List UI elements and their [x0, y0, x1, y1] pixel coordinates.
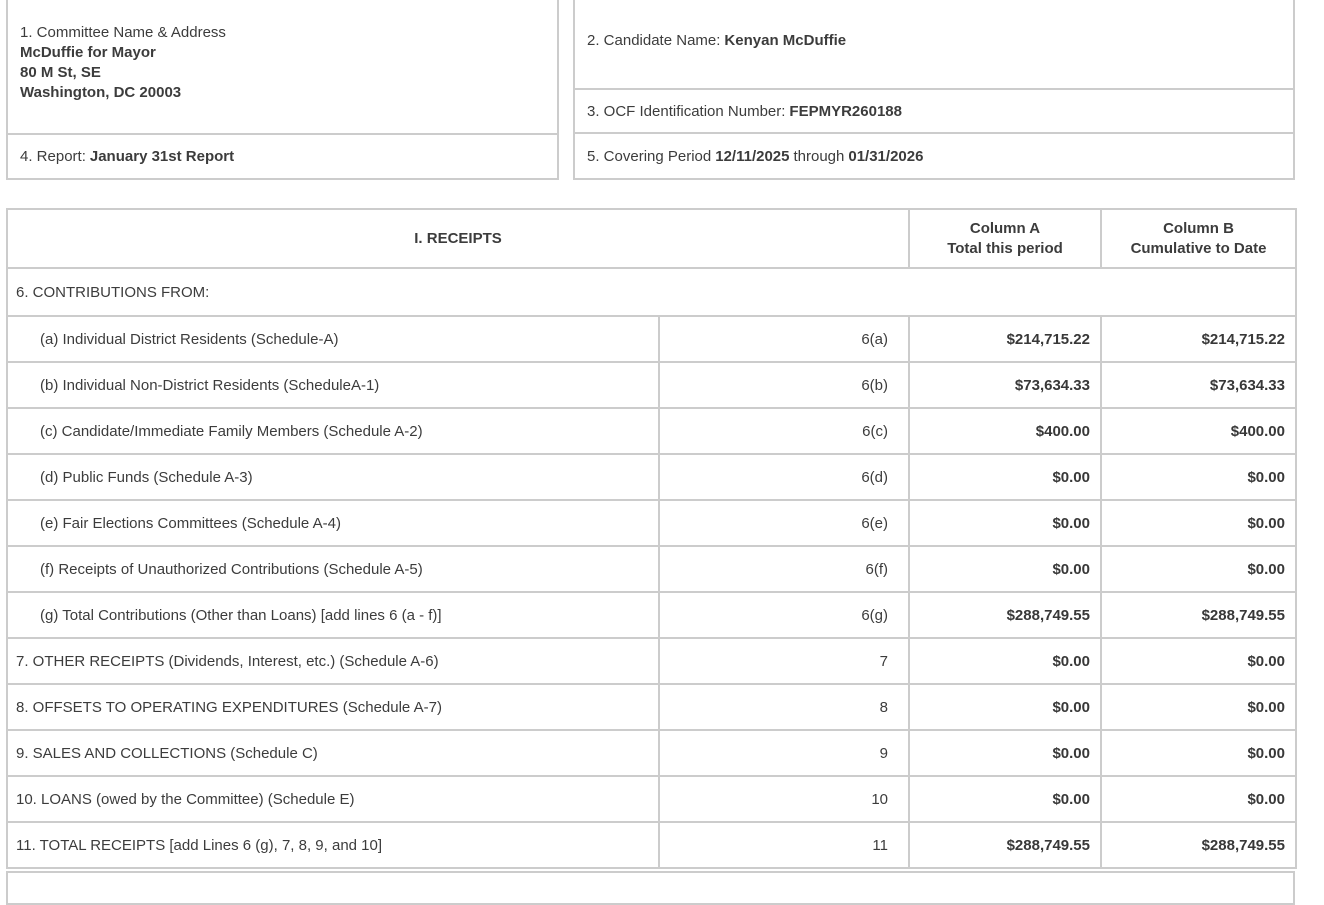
- column-b-subtitle: Cumulative to Date: [1130, 239, 1267, 257]
- row-6g-column-a-value: $288,749.55: [909, 592, 1101, 638]
- row-6g-description: (g) Total Contributions (Other than Loans) [add lines 6 (a - f)]: [7, 592, 659, 638]
- committee-label: 1. Committee Name & Address: [20, 23, 226, 41]
- row-11-description: 11. TOTAL RECEIPTS [add Lines 6 (g), 7, 8, 9, and 10]: [7, 822, 659, 868]
- row-8-description: 8. OFFSETS TO OPERATING EXPENDITURES (Schedule A-7): [7, 684, 659, 730]
- row-11-column-a-value: $288,749.55: [909, 822, 1101, 868]
- ocf-id-label: 3. OCF Identification Number:: [587, 102, 786, 120]
- column-b-name: Column B: [1163, 219, 1234, 237]
- covering-period-label: 5. Covering Period: [587, 147, 712, 165]
- row-6d-line-number: 6(d): [659, 454, 909, 500]
- row-6c-description: (c) Candidate/Immediate Family Members (Schedule A-2): [7, 408, 659, 454]
- table-row: [7, 638, 1296, 684]
- next-section-table-cutoff: [6, 871, 1295, 905]
- row-6f-line-number: 6(f): [659, 546, 909, 592]
- row-6f-column-a-value: $0.00: [909, 546, 1101, 592]
- row-6a-description: (a) Individual District Residents (Schedule-A): [7, 316, 659, 362]
- report-header-form: [6, 0, 1295, 180]
- row-6e-line-number: 6(e): [659, 500, 909, 546]
- row-10-column-a-value: $0.00: [909, 776, 1101, 822]
- receipts-table: [6, 208, 1297, 869]
- row-10-description: 10. LOANS (owed by the Committee) (Schedule E): [7, 776, 659, 822]
- row-9-column-b-value: $0.00: [1101, 730, 1296, 776]
- row-6f-column-b-value: $0.00: [1101, 546, 1296, 592]
- report-page: [6, 0, 1295, 905]
- table-row: [7, 316, 1296, 362]
- row-6g-column-b-value: $288,749.55: [1101, 592, 1296, 638]
- row-11-column-b-value: $288,749.55: [1101, 822, 1296, 868]
- table-row: [7, 362, 1296, 408]
- row-6d-column-a-value: $0.00: [909, 454, 1101, 500]
- row-10-line-number: 10: [659, 776, 909, 822]
- row-6c-column-a-value: $400.00: [909, 408, 1101, 454]
- table-row: [7, 822, 1296, 868]
- receipts-header-row: [7, 209, 1296, 268]
- covering-period-cell: [574, 133, 1294, 179]
- table-row: [7, 730, 1296, 776]
- row-6a-column-a-value: $214,715.22: [909, 316, 1101, 362]
- column-a-subtitle: Total this period: [947, 239, 1063, 257]
- row-6b-line-number: 6(b): [659, 362, 909, 408]
- committee-address-line1: 80 M St, SE: [20, 63, 101, 81]
- row-11-line-number: 11: [659, 822, 909, 868]
- receipts-title: I. RECEIPTS: [7, 209, 909, 268]
- row-6f-description: (f) Receipts of Unauthorized Contributions (Schedule A-5): [7, 546, 659, 592]
- row-7-description: 7. OTHER RECEIPTS (Dividends, Interest, etc.) (Schedule A-6): [7, 638, 659, 684]
- row-6c-line-number: 6(c): [659, 408, 909, 454]
- row-6a-column-b-value: $214,715.22: [1101, 316, 1296, 362]
- row-9-description: 9. SALES AND COLLECTIONS (Schedule C): [7, 730, 659, 776]
- table-row: [7, 500, 1296, 546]
- covering-period-from: 12/11/2025: [715, 147, 790, 165]
- row-6b-description: (b) Individual Non-District Residents (ScheduleA-1): [7, 362, 659, 408]
- table-row: [7, 776, 1296, 822]
- row-6c-column-b-value: $400.00: [1101, 408, 1296, 454]
- covering-period-connector: through: [793, 147, 845, 165]
- table-row: [7, 546, 1296, 592]
- row-6d-column-b-value: $0.00: [1101, 454, 1296, 500]
- covering-period-to: 01/31/2026: [848, 147, 924, 165]
- contributions-section-heading: 6. CONTRIBUTIONS FROM:: [7, 268, 1296, 316]
- column-a-name: Column A: [969, 219, 1041, 237]
- row-8-line-number: 8: [659, 684, 909, 730]
- row-9-column-a-value: $0.00: [909, 730, 1101, 776]
- table-row: [7, 408, 1296, 454]
- column-a-header: [909, 209, 1101, 268]
- row-6d-description: (d) Public Funds (Schedule A-3): [7, 454, 659, 500]
- table-row: [7, 592, 1296, 638]
- header-form-right-table: [573, 0, 1295, 180]
- report-cell: [7, 134, 558, 179]
- header-form-left-table: [6, 0, 559, 180]
- row-7-column-b-value: $0.00: [1101, 638, 1296, 684]
- candidate-value: Kenyan McDuffie: [724, 31, 847, 49]
- row-8-column-a-value: $0.00: [909, 684, 1101, 730]
- row-6b-column-a-value: $73,634.33: [909, 362, 1101, 408]
- column-b-header: [1101, 209, 1296, 268]
- ocf-id-cell: [574, 89, 1294, 133]
- row-6a-line-number: 6(a): [659, 316, 909, 362]
- table-row: [7, 684, 1296, 730]
- contributions-section-row: [7, 268, 1296, 316]
- row-6e-description: (e) Fair Elections Committees (Schedule A-4): [7, 500, 659, 546]
- row-8-column-b-value: $0.00: [1101, 684, 1296, 730]
- committee-address-line2: Washington, DC 20003: [20, 83, 182, 101]
- ocf-id-value: FEPMYR260188: [789, 102, 902, 120]
- row-6g-line-number: 6(g): [659, 592, 909, 638]
- report-label: 4. Report:: [20, 148, 86, 165]
- row-7-line-number: 7: [659, 638, 909, 684]
- candidate-name-cell: [574, 0, 1294, 89]
- row-6b-column-b-value: $73,634.33: [1101, 362, 1296, 408]
- committee-name-address-cell: [7, 0, 558, 134]
- report-value: January 31st Report: [89, 148, 235, 165]
- row-6e-column-a-value: $0.00: [909, 500, 1101, 546]
- row-6e-column-b-value: $0.00: [1101, 500, 1296, 546]
- committee-name: McDuffie for Mayor: [20, 43, 156, 61]
- candidate-label: 2. Candidate Name:: [587, 31, 721, 49]
- row-7-column-a-value: $0.00: [909, 638, 1101, 684]
- row-9-line-number: 9: [659, 730, 909, 776]
- row-10-column-b-value: $0.00: [1101, 776, 1296, 822]
- table-row: [7, 454, 1296, 500]
